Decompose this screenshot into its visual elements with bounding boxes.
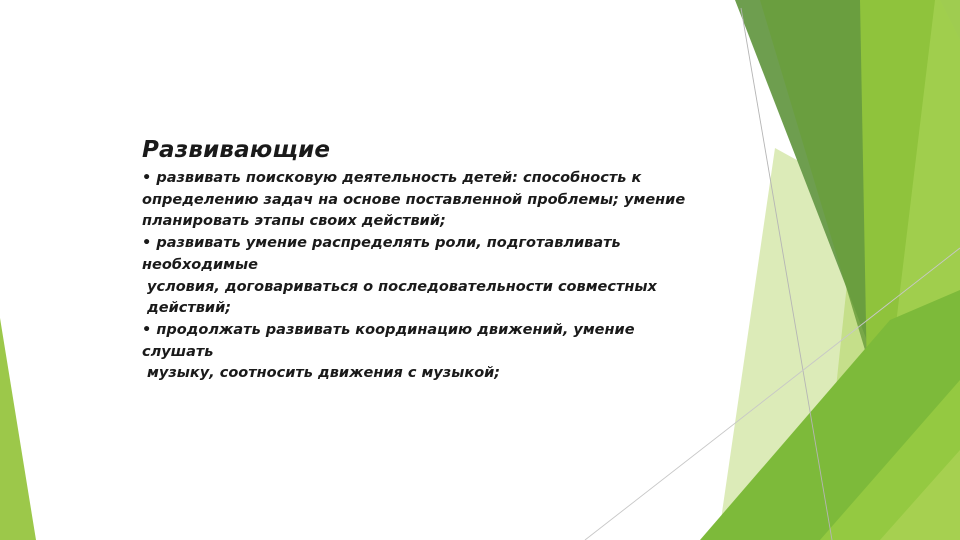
body-line-2: определению задач на основе поставленной проблемы; умение [142,191,686,208]
slide-title: Развивающие [142,137,331,163]
body-line-9: слушать [142,343,214,360]
left-edge-triangle [0,318,36,540]
body-line-7: действий; [142,300,232,317]
body-line-10: музыку, соотносить движения с музыкой; [142,365,501,382]
body-line-1: • развивать поисковую деятельность детей: способность к [142,170,642,186]
body-line-6: условия, договариваться о последовательности совместных [142,278,657,295]
body-line-5: необходимые [142,256,258,273]
body-line-8: • продолжать развивать координацию движений, умение [142,321,635,338]
body-line-4: • развивать умение распределять роли, подготавливать [142,235,621,252]
body-line-3: планировать этапы своих действий; [142,213,446,230]
text-block [142,134,722,385]
